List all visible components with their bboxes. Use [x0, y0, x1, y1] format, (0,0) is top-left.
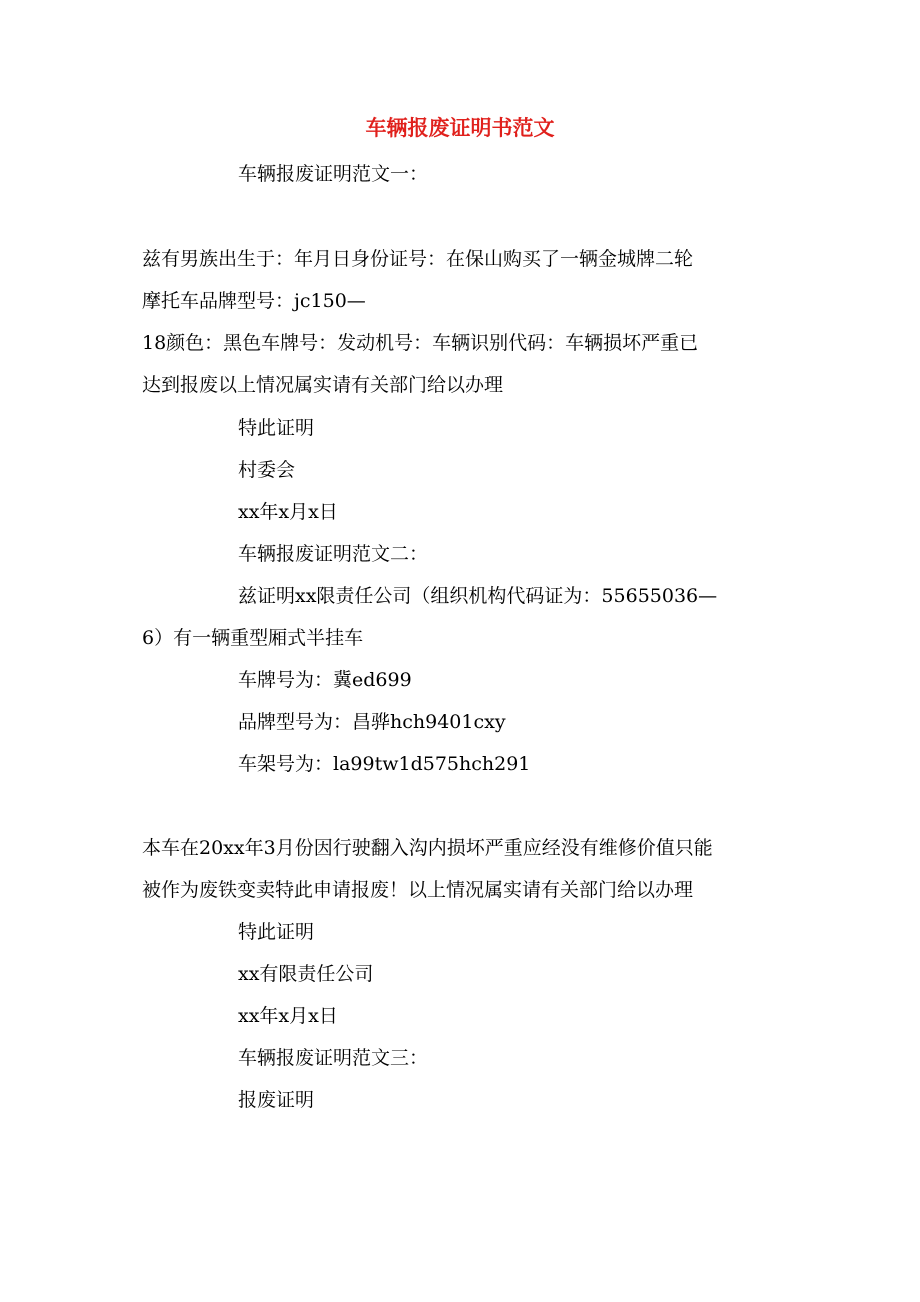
paragraph-line: 本车在20xx年3月份因行驶翻入沟内损坏严重应经没有维修价值只能	[142, 837, 713, 859]
brand-model-line: 品牌型号为：昌骅hch9401cxy	[238, 711, 506, 733]
certify-line: 特此证明	[238, 921, 315, 943]
paragraph-line: 6）有一辆重型厢式半挂车	[142, 627, 364, 649]
paragraph-line: 18颜色：黑色车牌号：发动机号：车辆识别代码：车辆损坏严重已	[142, 332, 699, 354]
date-line: xx年x月x日	[238, 1005, 338, 1027]
date-line: xx年x月x日	[238, 501, 338, 523]
paragraph-line: 被作为废铁变卖特此申请报废！以上情况属实请有关部门给以办理	[142, 879, 694, 901]
paragraph-line: 兹有男族出生于：年月日身份证号：在保山购买了一辆金城牌二轮	[142, 248, 694, 270]
frame-number-line: 车架号为：la99tw1d575hch291	[238, 753, 531, 775]
paragraph-line: 兹证明xx限责任公司（组织机构代码证为：55655036—	[238, 585, 718, 607]
section-heading-1: 车辆报废证明范文一：	[238, 163, 429, 185]
issuer-line: 村委会	[238, 459, 296, 481]
plate-number-line: 车牌号为：冀ed699	[238, 669, 412, 691]
certificate-title-line: 报废证明	[238, 1089, 315, 1111]
section-heading-3: 车辆报废证明范文三：	[238, 1047, 429, 1069]
paragraph-line: 达到报废以上情况属实请有关部门给以办理	[142, 374, 504, 396]
document-title: 车辆报废证明书范文	[365, 115, 555, 140]
section-heading-2: 车辆报废证明范文二：	[238, 543, 429, 565]
certify-line: 特此证明	[238, 417, 315, 439]
issuer-line: xx有限责任公司	[238, 963, 374, 985]
paragraph-line: 摩托车品牌型号：jc150—	[142, 290, 366, 312]
